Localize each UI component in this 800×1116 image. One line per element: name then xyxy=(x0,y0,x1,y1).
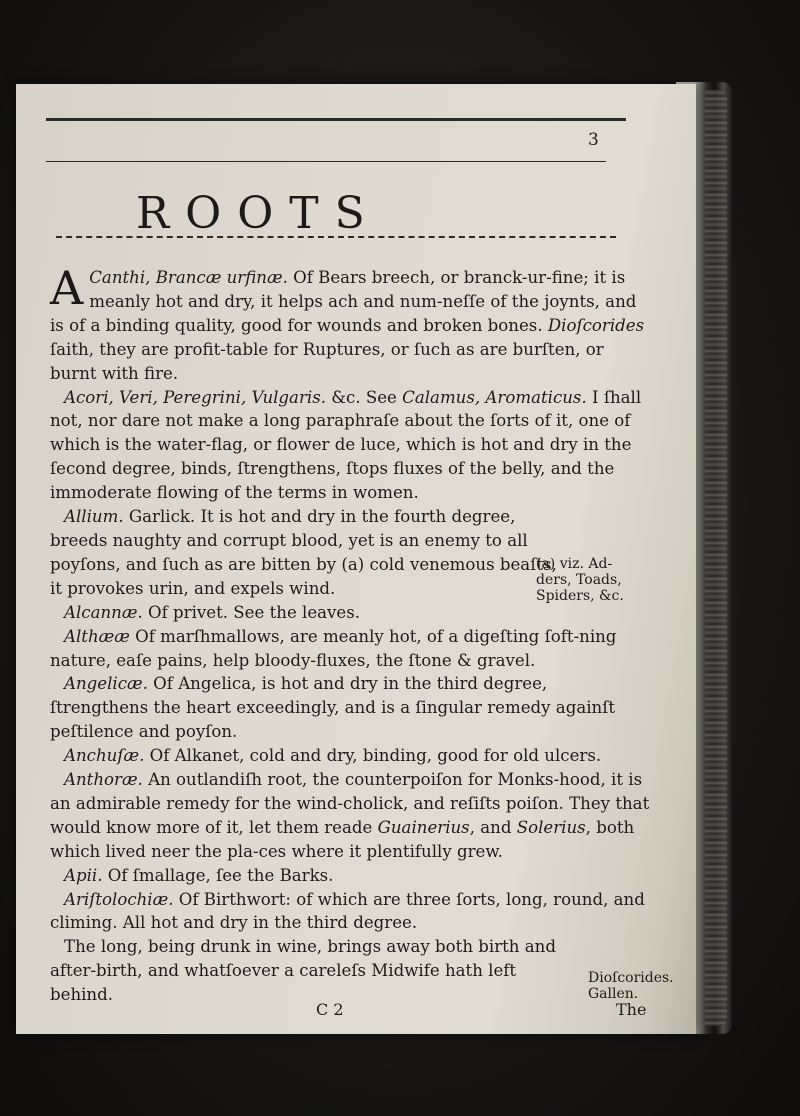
entry-text: The long, being drunk in wine, brings away both birth and after-birth, and whatſoever a careleſs Midwife hath left behind. xyxy=(50,937,556,1005)
entry-italic: Dioſcorides xyxy=(547,315,645,335)
margin-note-line: Spiders, &c. xyxy=(536,588,624,604)
entry-text: Of Alkanet, cold and dry, binding, good for old ulcers. xyxy=(144,746,602,766)
margin-note-line: Dioſcorides. xyxy=(588,970,674,986)
entry-italic: Solerius xyxy=(516,817,586,837)
entry-text: &c. See xyxy=(325,387,403,407)
entry-acanthi xyxy=(50,261,650,386)
entry-anthora xyxy=(50,768,650,864)
entry-aristolochia xyxy=(50,888,650,936)
entry-text: Of Bears breech, or branck-ur-fine; it is meanly hot and dry, it helps ach and num-neſſe of the joynts, and is of a binding quality, good for wounds and broken bones. xyxy=(50,268,637,335)
entry-title: Allium. xyxy=(64,507,124,527)
entry-italic: Calamus, Aromaticus. xyxy=(402,387,587,407)
entry-text: I ſhall not, nor dare not make a long paraphraſe about the ſorts of it, one of which is the water-flag, or flower de luce, which is hot and dry in the ſecond degree, binds, ſtrengthens, ſtops fluxes of the belly, and the immoderate flowing of the terms in women. xyxy=(50,387,642,503)
entry-title: Althææ xyxy=(64,626,130,646)
entry-title: Angelicæ. xyxy=(64,674,148,694)
margin-note-line: ders, Toads, xyxy=(536,572,622,588)
entry-apii xyxy=(50,864,650,888)
top-rule-thin xyxy=(46,161,606,162)
entry-text: , both which lived neer the pla-ces where it plentifully grew. xyxy=(50,817,635,861)
book-page xyxy=(16,84,696,1034)
margin-note-line: Gallen. xyxy=(588,986,639,1002)
entry-text: Of marſhmallows, are meanly hot, of a digeſting ſoft-ning nature, eaſe pains, help bloody-fluxes, the ſtone & gravel. xyxy=(50,626,617,670)
margin-note-b xyxy=(588,970,674,1002)
entry-anchusa xyxy=(50,744,650,768)
entry-text: Of Angelica, is hot and dry in the third degree, ſtrengthens the heart exceedingly, and is a ſingular remedy againſt peſtilence and poyſon. xyxy=(50,674,616,742)
entry-text: Garlick. It is hot and dry in the fourth degree, breeds naughty and corrupt blood, yet is an enemy to all poyſons, and ſuch as are bitten by (a) cold venemous beaſts, it provokes urin, and expels wind. xyxy=(50,507,557,598)
entry-text: Of privet. See the leaves. xyxy=(142,602,361,622)
entry-text: ſaith, they are profit-table for Ruptures, or ſuch as are burſten, or burnt with fire. xyxy=(50,339,604,383)
entry-acori xyxy=(50,386,650,506)
entry-title: Alcannæ. xyxy=(64,602,143,622)
drop-cap: A xyxy=(50,261,84,315)
entry-text: Of Birthwort: of which are three ſorts, long, round, and climing. All hot and dry in the third degree. xyxy=(50,889,645,933)
entry-althaea xyxy=(50,625,650,673)
entry-title: Canthi, Brancæ urfinæ. xyxy=(89,268,288,287)
catchword: The xyxy=(616,1000,647,1019)
entry-allium xyxy=(50,505,570,601)
page-heading: ROOTS xyxy=(136,188,381,239)
entry-title: Ariſtolochiæ. xyxy=(64,889,174,909)
entry-angelica xyxy=(50,672,650,744)
ornamental-rule xyxy=(56,236,616,238)
entry-long xyxy=(50,935,570,1007)
entry-text: , and xyxy=(469,817,517,837)
entry-alcanna xyxy=(50,601,650,625)
entry-title: Anchuſæ. xyxy=(64,746,145,766)
margin-note-line: (a) viz. Ad- xyxy=(536,556,613,572)
top-rule xyxy=(46,118,626,121)
signature-mark: C 2 xyxy=(316,1000,344,1019)
entry-title: Acori, Veri, Peregrini, Vulgaris. xyxy=(64,387,326,407)
entry-italic: Guainerius xyxy=(377,817,470,837)
entry-text: An outlandiſh root, the counterpoiſon for Monks-hood, it is an admirable remedy for the wind-cholick, and reſiſts poiſon. They that would know more of it, let them reade xyxy=(50,770,650,837)
binding-edge xyxy=(705,90,727,1026)
page-number: 3 xyxy=(588,130,599,150)
entry-text: Of ſmallage, ſee the Barks. xyxy=(102,865,334,885)
body-text xyxy=(50,261,650,1007)
entry-title: Apii. xyxy=(64,865,103,885)
entry-title: Anthoræ. xyxy=(64,770,143,790)
margin-note-a xyxy=(536,556,624,604)
